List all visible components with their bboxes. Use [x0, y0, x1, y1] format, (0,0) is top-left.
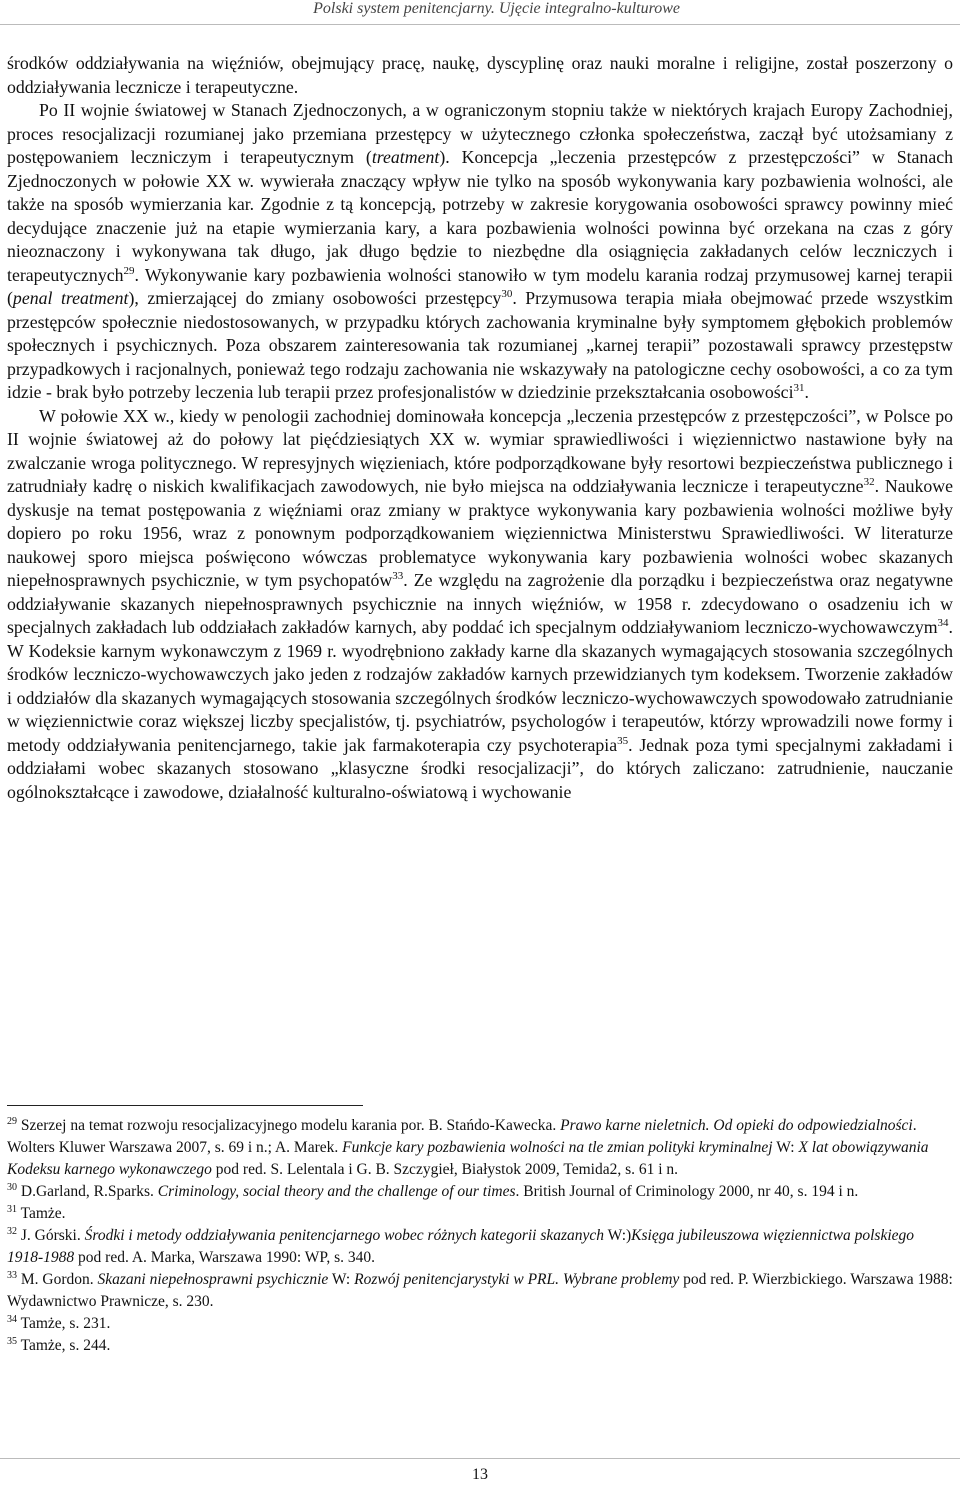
text-run: pod red. A. Marka, Warszawa 1990: WP, s. 340. — [74, 1249, 375, 1266]
text-run: D.Garland, R.Sparks. — [17, 1183, 158, 1200]
footnote-number: 31 — [7, 1204, 17, 1215]
italic-title: Prawo karne nieletnich. Od opieki do odpowiedzialności — [560, 1117, 913, 1134]
italic-term: treatment — [371, 147, 440, 167]
footnote-30 — [7, 1181, 953, 1203]
footnotes — [7, 1115, 953, 1357]
text-run: . British Journal of Criminology 2000, nr 40, s. 194 i n. — [515, 1183, 859, 1200]
page-number: 13 — [472, 1466, 488, 1483]
text-run: W:) — [604, 1227, 632, 1244]
footnote-separator — [7, 1105, 363, 1106]
text-run: J. Górski. — [17, 1227, 85, 1244]
footnote-number: 33 — [7, 1270, 17, 1281]
footnote-number: 35 — [7, 1336, 17, 1347]
paragraph-2 — [7, 99, 953, 405]
text-run: W: — [328, 1271, 355, 1288]
italic-title: Funkcje kary pozbawienia wolności na tle zmian polityki kryminalnej — [342, 1139, 773, 1156]
text-run: ), zmierzającej do zmiany osobowości przestępcy — [128, 288, 502, 308]
footnote-ref[interactable]: 31 — [793, 382, 805, 394]
text-run: pod red. P. Wierzbickiego. Warszawa 1988: Wydawnictwo Prawnicze, s. 230. — [7, 1271, 953, 1310]
paragraph-3 — [7, 405, 953, 805]
footnote-ref[interactable]: 34 — [937, 617, 949, 629]
footnote-ref[interactable]: 30 — [501, 288, 513, 300]
footnote-29 — [7, 1115, 953, 1181]
footnote-ref[interactable]: 35 — [617, 734, 629, 747]
header-divider — [0, 24, 960, 25]
footnote-33 — [7, 1269, 953, 1313]
footnote-number: 34 — [7, 1314, 17, 1325]
text-run: Tamże. — [17, 1205, 66, 1222]
footnote-ref[interactable]: 33 — [392, 570, 404, 582]
text-run: . Wykonywanie kary pozbawienia wolności stanowiło w tym modelu karania rodzaj przymusowej karnej terapii ( — [7, 264, 953, 308]
footnote-ref[interactable]: 32 — [863, 476, 875, 488]
text-run: Szerzej na temat rozwoju resocjalizacyjnego modelu karania por. B. Stańdo-Kawecka. — [17, 1117, 561, 1134]
italic-title: Księga jubileuszowa więziennictwa polskiego 1918-1988 — [7, 1227, 915, 1266]
text-run: ). Koncepcja „leczenia przestępców z przestępczości” w Stanach Zjednoczonych w połowie XX w. wywierała znaczący wpływ nie tylko na sposób wykonywania kary pozbawienia wolności, ale także na sposób wymierzania kar. Zgodnie z tą koncepcją, potrzeby w zakresie korygowania osobowości sprawcy powinny mieć decydujące znaczenie już na etapie wymierzania kary, a kara pozbawienia wolności powinna być orzekana na czas z góry nieoznaczony i wykonywana tak długo, jak długo będzie to niezbędne dla osiągnięcia zakładanych celów leczniczych i terapeutycznych — [7, 147, 953, 285]
text-run: M. Gordon. — [17, 1271, 98, 1288]
italic-title: Rozwój penitencjarystyki w PRL. Wybrane problemy — [354, 1271, 680, 1288]
running-header: Polski system penitencjarny. Ujęcie integralno-kulturowe — [313, 0, 680, 17]
italic-title: Skazani niepełnosprawni psychicznie — [97, 1271, 329, 1288]
text-run: . Ze względu na zagrożenie dla porządku i bezpieczeństwa oraz negatywne oddziaływanie skazanych niepełnosprawnych psychicznie na innych więźniów, w 1958 r. zdecydowano o osadzeniu ich w specjalnych zakładach lub oddziałach zakładów karnych, aby poddać ich specjalnym oddziaływaniom leczniczo-wychowawczym — [7, 570, 953, 637]
main-text — [7, 52, 953, 804]
footer-divider — [0, 1458, 960, 1459]
italic-title: X lat obowiązywania Kodeksu karnego wykonawczego — [7, 1139, 929, 1178]
text-run: . — [804, 382, 809, 402]
text-run: Tamże, s. 231. — [17, 1315, 111, 1332]
text-run: . Wolters Kluwer Warszawa 2007, s. 69 i n.; A. Marek. — [7, 1117, 917, 1156]
text-run: . Przymusowa terapia miała obejmować przede wszystkim przestępców społecznie niedostosowanych, w przypadku których zachowania kryminalne były symptomem głębokich problemów społecznych i psychicznych. Poza obszarem zainteresowania tak rozumianej „karnej terapii” pozostawali sprawcy przestępstw przypadkowych i racjonalnych, ponieważ tego rodzaju zachowania nie wskazywały na patologiczne cechy osobowości, a co za tym idzie - brak było potrzeby leczenia lub terapii przez profesjonalistów w dziedzinie przekształcania osobowości — [7, 288, 953, 402]
text-run: pod red. S. Lelentala i G. B. Szczygieł, Białystok 2009, Temida2, s. 61 i n. — [211, 1161, 679, 1178]
text-run: . W Kodeksie karnym wykonawczym z 1969 r. wyodrębniono zakłady karne dla skazanych wymagających stosowania szczególnych środków leczniczo-wychowawczych jako jeden z rodzajów zakładów karnych przewidzianych tym kodeksem. Tworzenie zakładów i oddziałów dla skazanych wymagających stosowania szczególnych środków leczniczo-wychowawczych spowodowało zatrudnianie w więziennictwie coraz większej liczby specjalistów, tj. psychiatrów, psychologów i terapeutów, którzy wprowadzili nowe formy i metody oddziaływania penitencjarnego, takie jak farmakoterapia czy psychoterapia — [7, 617, 953, 755]
italic-title: Criminology, social theory and the challenge of our times — [157, 1183, 516, 1200]
text-run: W: — [772, 1139, 799, 1156]
footnote-32 — [7, 1225, 953, 1269]
footnote-31 — [7, 1203, 953, 1225]
text-run: W połowie XX w., kiedy w penologii zachodniej dominowała koncepcja „leczenia przestępców z przestępczości”, w Polsce po II wojnie światowej aż do połowy lat pięćdziesiątych XX w. wymiar sprawiedliwości i więziennictwo nastawione były na zwalczanie wroga politycznego. W represyjnych więzieniach, które podporządkowane były resortowi bezpieczeństwa publicznego i zatrudniały kadrę o niskich kwalifikacjach zawodowych, nie było miejsca na oddziaływania lecznicze i terapeutyczne — [7, 405, 953, 496]
footnote-number: 32 — [7, 1226, 17, 1237]
text-run: Po II wojnie światowej w Stanach Zjednoczonych, a w ograniczonym stopniu także w niektórych krajach Europy Zachodniej, proces resocjalizacji rozumianej jako przemiana przestępcy w użytecznego członka społeczeństwa, zaczął być utożsamiany z postępowaniem leczniczym i terapeutycznym ( — [7, 100, 953, 167]
footnote-ref[interactable]: 29 — [123, 264, 135, 277]
text-run: . Jednak poza tymi specjalnymi zakładami i oddziałami wobec skazanych stosowano „klasyczne środki resocjalizacji”, do których zaliczano: zatrudnienie, nauczanie ogólnokształcące i zawodowe, działalność kulturalno-oświatową i wychowanie — [7, 734, 953, 802]
footnote-number: 29 — [7, 1116, 17, 1127]
text-run: Tamże, s. 244. — [17, 1337, 111, 1354]
footnote-35 — [7, 1335, 953, 1357]
footnote-34 — [7, 1313, 953, 1335]
text-run: . Naukowe dyskusje na temat postępowania z więźniami oraz zmiany w praktyce wykonywania kary pozbawienia wolności możliwe były dopiero po roku 1956, wraz z ponownym podporządkowaniem więziennictwa Ministerstwu Sprawiedliwości. W literaturze naukowej sporo miejsca poświęcono wówczas problematyce wykonywania kary pozbawienia wolności wobec skazanych niepełnosprawnych psychicznie, w tym psychopatów — [7, 476, 953, 590]
paragraph-1: środków oddziaływania na więźniów, obejmujący pracę, naukę, dyscyplinę oraz nauki moralne i religijne, został poszerzony o oddziaływania lecznicze i terapeutyczne. — [7, 53, 953, 97]
footnote-number: 30 — [7, 1182, 17, 1193]
italic-title: Środki i metody oddziaływania penitencjarnego wobec różnych kategorii skazanych — [84, 1227, 605, 1244]
italic-term: penal treatment — [12, 288, 129, 308]
